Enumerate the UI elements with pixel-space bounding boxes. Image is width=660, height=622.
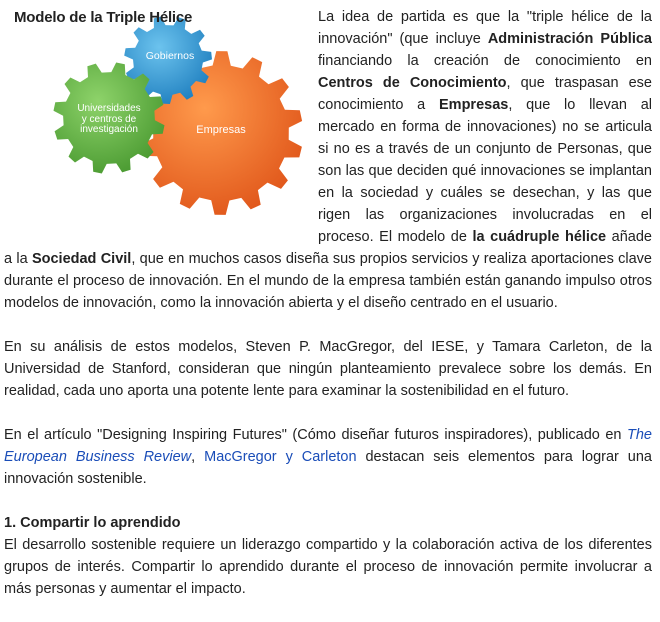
bold-centros: Centros de Conocimiento <box>318 75 507 91</box>
text-run: destacan seis elementos para lograr una innovación sostenible. <box>4 449 652 487</box>
figure-title: Modelo de la Triple Hélice <box>14 9 193 26</box>
triple-helix-figure <box>0 0 310 232</box>
text-run: En el artículo "Designing Inspiring Futures" (Cómo diseñar futuros inspiradores), publicado en <box>4 427 627 443</box>
section-body: El desarrollo sostenible requiere un liderazgo compartido y la colaboración activa de los diferentes grupos de interés. Compartir lo aprendido durante el proceso de innovación permite involucrar a más personas y aumentar el impacto. <box>4 537 652 597</box>
gear-label-gobiernos: Gobiernos <box>145 50 195 62</box>
bold-sociedad: Sociedad Civil <box>31 251 132 267</box>
label-line: Universidades <box>77 103 141 114</box>
link-macgregor-carleton[interactable]: MacGregor y Carleton <box>204 449 357 465</box>
bold-cuadruple: la cuádruple hélice <box>472 229 607 245</box>
text-run: , que traspasan ese conocimiento a <box>318 75 652 113</box>
label-line: investigación <box>80 124 138 135</box>
gear-label-universidades <box>60 104 158 136</box>
paragraph-analysis: En su análisis de estos modelos, Steven P. MacGregor, del IESE, y Tamara Carleton, de la Universidad de Stanford, consideran que ningún planteamiento prevalece sobre los demás. En realidad, cada uno aporta una potente lente para examinar la sostenibilidad en el futuro. <box>4 339 652 399</box>
text-run: financiando la creación de conocimiento en <box>318 53 652 69</box>
text-run: La idea de partida es que la "triple hélice de la innovación" (que incluye <box>318 9 652 47</box>
paragraph-article <box>4 424 652 490</box>
label-line: y centros de <box>81 113 137 125</box>
link-european-business-review[interactable]: The European Business Review <box>4 427 652 465</box>
text-run: , <box>191 449 205 465</box>
text-run: , que en muchos casos diseña sus propios servicios y realiza aportaciones clave durante el proceso de innovación. En el mundo de la empresa también están ganando impulso otros modelos de innovación, como la innovación abierta y el diseño centrado en el usuario. <box>4 251 652 311</box>
section-heading: 1. Compartir lo aprendido <box>4 515 181 531</box>
bold-empresas: Empresas <box>439 97 509 113</box>
text-run: añade a la <box>4 229 652 267</box>
bold-administracion: Administración Pública <box>487 31 652 47</box>
text-run: , que lo llevan al mercado en forma de innovaciones) no se articula si no es a través de un conjunto de Personas, que son las que deciden qué innovaciones se implantan en la sociedad y cuáles se desechan, y las que rigen las organizaciones involucradas en el proceso. El modelo de <box>318 97 652 245</box>
gear-label-empresas: Empresas <box>196 124 246 136</box>
